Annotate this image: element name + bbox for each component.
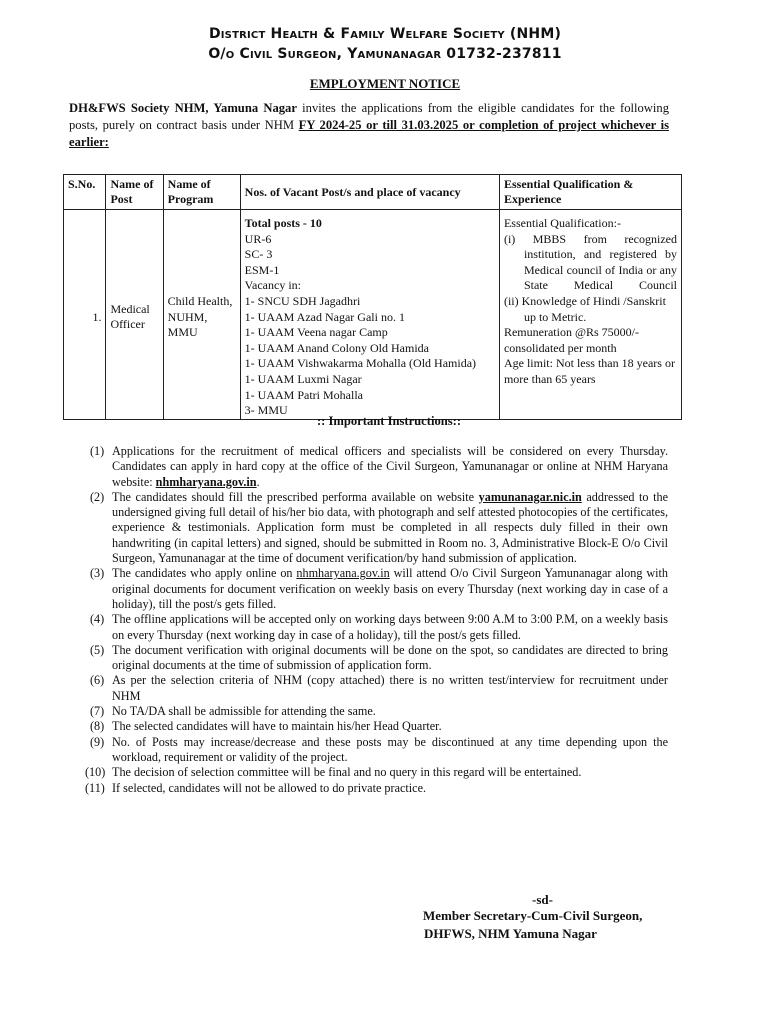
cell-qualification (499, 210, 681, 420)
vacancy-line: 1- UAAM Veena nagar Camp (244, 325, 388, 340)
header-post: Name of Post (106, 175, 163, 210)
vacancy-line: 1- UAAM Azad Nagar Gali no. 1 (244, 309, 405, 324)
list-item: (10) The decision of selection committee will be final and no query in this regard will be entertained. (85, 765, 582, 780)
remuneration: Remuneration @Rs 75000/- consolidated per month (503, 325, 640, 355)
header-qualification: Essential Qualification & Experience (499, 175, 681, 210)
header-program: Name of Program (163, 175, 240, 210)
qualification-item-1: (i) MBBS from recognized institution, and registered by Medical council of India or any State Medical Council (503, 231, 677, 293)
vacancy-line: 1- UAAM Patri Mohalla (244, 387, 363, 402)
table-header-row (64, 175, 682, 210)
intro-org: DH&FWS Society NHM, Yamuna Nagar (69, 101, 297, 115)
list-item: (7) No TA/DA shall be admissible for attending the same. (90, 704, 376, 719)
vacancy-line: 1- UAAM Anand Colony Old Hamida (244, 340, 429, 355)
cell-sno: 1. (64, 210, 106, 420)
list-item: (11) If selected, candidates will not be allowed to do private practice. (85, 780, 427, 795)
intro-paragraph (69, 100, 669, 151)
list-item: (8) The selected candidates will have to maintain his/her Head Quarter. (90, 719, 442, 734)
society-heading: District Health & Family Welfare Society (NHM) (208, 26, 562, 42)
intro-text: invites the applications from the eligible candidates for the following posts, purely on contract basis under NHM (69, 101, 669, 132)
vacancy-line: 3- MMU (244, 403, 288, 418)
instructions-title: :: Important Instructions:: (316, 414, 462, 428)
vacancy-line: 1- UAAM Vishwakarma Mohalla (Old Hamida) (244, 356, 477, 371)
signature-sd: -sd- (532, 892, 553, 907)
header-sno: S.No. (64, 175, 106, 210)
age-limit: Age limit: Not less than 18 years or more than 65 years (503, 356, 675, 386)
nhm-website-link[interactable]: nhmharyana.gov.in (296, 566, 390, 581)
list-item: (4) The offline applications will be accepted only on working days between 9:00 A.M to 3:00 P.M, on a weekly basis on every Thursday (next working day in case of a holiday), till the post/s gets filled. (90, 612, 668, 642)
intro-period: FY 2024-25 or till 31.03.2025 or completion of project whichever is earlier: (69, 118, 670, 149)
nhm-website-link[interactable]: nhmharyana.gov.in (155, 474, 257, 489)
list-item: (9) No. of Posts may increase/decrease and these posts may be discontinued at any time depending upon the workload, requirement or validity of the project. (90, 734, 668, 764)
vacancy-table (63, 174, 682, 420)
cell-post: Medical Officer (106, 210, 163, 420)
vacancy-line: ESM-1 (244, 262, 280, 277)
instructions-list (85, 444, 668, 796)
list-item: (6) As per the selection criteria of NHM (copy attached) there is no written test/interview for recruitment under NHM (90, 673, 668, 703)
total-posts: Total posts - 10 (244, 216, 322, 230)
qualification-item-2: (ii) Knowledge of Hindi /Sanskrit up to Metric. (503, 293, 666, 324)
table-row (64, 210, 682, 420)
cell-vacancy (240, 210, 499, 420)
vacancy-line: 1- UAAM Luxmi Nagar (244, 371, 362, 386)
list-item: (2) The candidates should fill the prescribed performa available on website yamunanagar.nic.in addressed to the undersigned giving full detail of his/her bio data, with photograph and self attested photocopies of the certificates, experience & testimonials. Application form must be completed in all respects duly filled in their own handwriting (in capital letters) and signed, should be submitted in Room no. 3, Administrative Block-E O/o Civil Surgeon, Yamunanagar at the time of document verification/by hand submission of application. (90, 489, 668, 566)
list-item: (1) Applications for the recruitment of medical officers and specialists will be considered on every Thursday. Candidates can apply in hard copy at the office of the Civil Surgeon, Yamunanagar or online at NHM Haryana website: nhmharyana.gov.in. (90, 444, 668, 489)
list-item: (5) The document verification with original documents will be done on the spot, so candidates are directed to bring original documents at the time of submission of application form. (90, 642, 668, 673)
signatory-designation: Member Secretary-Cum-Civil Surgeon, (423, 908, 643, 923)
vacancy-line: 1- SNCU SDH Jagadhri (244, 293, 361, 308)
list-item: (3) The candidates who apply online on nhmharyana.gov.in will attend O/o Civil Surgeon Yamunanagar along with original documents for document verification on weekly basis on every Thursday (next working day in case of a holiday), till the post/s gets filled. (90, 566, 668, 611)
vacancy-line: SC- 3 (244, 247, 273, 262)
qualification-title: Essential Qualification:- (503, 216, 621, 230)
office-address-heading: O/o Civil Surgeon, Yamunanagar 01732-237811 (208, 46, 562, 62)
district-website-link[interactable]: yamunanagar.nic.in (478, 489, 582, 504)
notice-title: EMPLOYMENT NOTICE (309, 76, 461, 91)
header-vacancy: Nos. of Vacant Post/s and place of vacancy (240, 175, 499, 210)
cell-program: Child Health, NUHM, MMU (163, 210, 240, 420)
signatory-office: DHFWS, NHM Yamuna Nagar (424, 926, 597, 941)
vacancy-line: Vacancy in: (244, 278, 301, 293)
vacancy-line: UR-6 (244, 231, 272, 246)
